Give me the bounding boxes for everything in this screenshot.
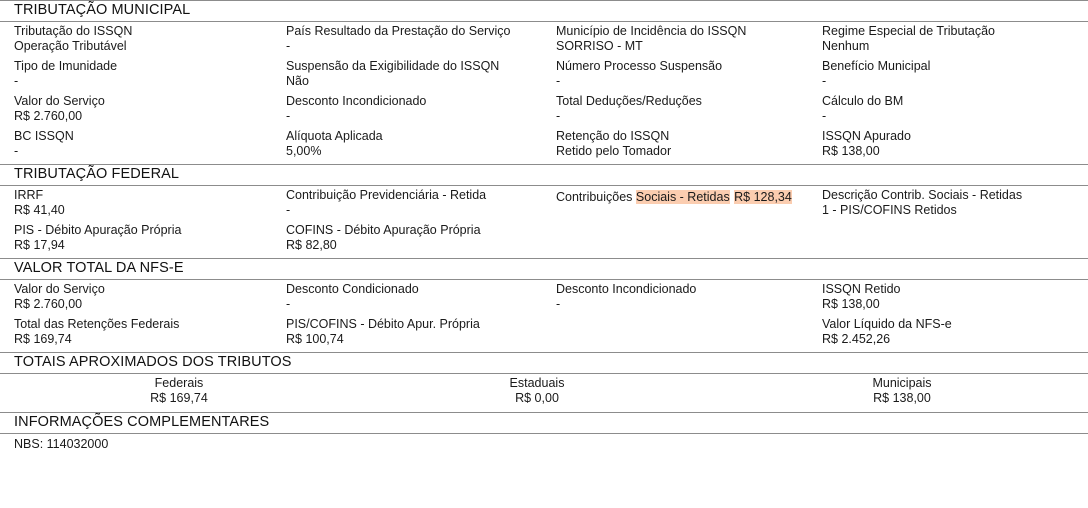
- field-contribuicao-previdenciaria: [286, 186, 556, 221]
- field-value: -: [14, 74, 19, 88]
- field-value: R$ 2.452,26: [822, 332, 891, 346]
- field-pais-resultado: [286, 22, 556, 57]
- field-valor-servico-total: [14, 280, 286, 315]
- field-value: -: [822, 109, 827, 123]
- field-total-deducoes: [556, 92, 822, 127]
- total-label: Estaduais: [509, 376, 565, 390]
- field-label: Descrição Contrib. Sociais - Retidas: [822, 188, 1023, 202]
- field-value: R$ 138,00: [822, 297, 880, 311]
- field-label: PIS - Débito Apuração Própria: [14, 223, 182, 237]
- field-label: ISSQN Apurado: [822, 129, 911, 143]
- field-value: -: [14, 144, 19, 158]
- field-issqn-retido: [822, 280, 1088, 315]
- field-value: 5,00%: [286, 144, 322, 158]
- field-label-highlight: Sociais - Retidas: [635, 190, 730, 204]
- field-value: 1 - PIS/COFINS Retidos: [822, 203, 957, 217]
- field-pis-debito-apuracao: [14, 221, 286, 256]
- total-value: R$ 169,74: [150, 391, 208, 405]
- field-label: Tipo de Imunidade: [14, 59, 118, 73]
- field-value: Operação Tributável: [14, 39, 127, 53]
- field-empty: [556, 221, 822, 256]
- field-value: -: [556, 297, 561, 311]
- field-label: Alíquota Aplicada: [286, 129, 383, 143]
- field-value: SORRISO - MT: [556, 39, 643, 53]
- field-beneficio-municipal: [822, 57, 1088, 92]
- field-value: R$ 128,34: [734, 190, 792, 204]
- field-empty: [822, 221, 1088, 256]
- field-value: R$ 138,00: [822, 144, 880, 158]
- field-value: -: [286, 109, 291, 123]
- field-row: [0, 186, 1088, 221]
- field-value: -: [556, 109, 561, 123]
- total-value: R$ 138,00: [873, 391, 931, 405]
- field-label: Total Deduções/Reduções: [556, 94, 702, 108]
- field-value: R$ 169,74: [14, 332, 72, 346]
- field-value: -: [286, 203, 291, 217]
- field-label: Valor Líquido da NFS-e: [822, 317, 952, 331]
- total-label: Federais: [154, 376, 204, 390]
- field-value: R$ 2.760,00: [14, 109, 83, 123]
- field-value: R$ 100,74: [286, 332, 344, 346]
- field-label: Cálculo do BM: [822, 94, 904, 108]
- field-row: [0, 280, 1088, 315]
- section-title: TRIBUTAÇÃO MUNICIPAL: [14, 2, 191, 18]
- field-row: [0, 221, 1088, 256]
- field-label: Regime Especial de Tributação: [822, 24, 996, 38]
- section-title: TRIBUTAÇÃO FEDERAL: [14, 166, 180, 182]
- field-cofins-debito-apuracao: [286, 221, 556, 256]
- field-label: Retenção do ISSQN: [556, 129, 670, 143]
- field-value: -: [556, 74, 561, 88]
- field-pis-cofins-debito-apur: [286, 315, 556, 350]
- field-row: [0, 315, 1088, 350]
- field-label: Município de Incidência do ISSQN: [556, 24, 747, 38]
- field-label: Contribuição Previdenciária - Retida: [286, 188, 487, 202]
- field-contribuicoes-sociais-retidas: [556, 186, 822, 221]
- field-aliquota-aplicada: [286, 127, 556, 162]
- field-value: R$ 41,40: [14, 203, 65, 217]
- field-value: Retido pelo Tomador: [556, 144, 672, 158]
- field-row: [0, 127, 1088, 162]
- field-label: País Resultado da Prestação do Serviço: [286, 24, 511, 38]
- field-label: Desconto Condicionado: [286, 282, 419, 296]
- field-label: [556, 190, 730, 205]
- field-label: Total das Retenções Federais: [14, 317, 180, 331]
- section-title: TOTAIS APROXIMADOS DOS TRIBUTOS: [14, 354, 292, 370]
- section-tributacao-federal: [0, 165, 1088, 258]
- field-valor-liquido-nfse: [822, 315, 1088, 350]
- field-municipio-incidencia: [556, 22, 822, 57]
- section-title: VALOR TOTAL DA NFS-E: [14, 260, 184, 276]
- field-calculo-bm: [822, 92, 1088, 127]
- field-value: Nenhum: [822, 39, 870, 53]
- field-total-retencoes-federais: [14, 315, 286, 350]
- field-empty: [556, 315, 822, 350]
- section-title: INFORMAÇÕES COMPLEMENTARES: [14, 414, 270, 430]
- field-value: R$ 82,80: [286, 238, 337, 252]
- field-label: ISSQN Retido: [822, 282, 901, 296]
- field-desconto-condicionado: [286, 280, 556, 315]
- section-informacoes-complementares: [0, 413, 1088, 454]
- field-label: Tributação do ISSQN: [14, 24, 133, 38]
- section-tributacao-municipal: [0, 1, 1088, 164]
- field-issqn-apurado: [822, 127, 1088, 162]
- total-municipais: [716, 376, 1088, 406]
- field-label: Desconto Incondicionado: [556, 282, 697, 296]
- field-value: -: [822, 74, 827, 88]
- field-label: Suspensão da Exigibilidade do ISSQN: [286, 59, 500, 73]
- field-value: -: [286, 39, 291, 53]
- field-retencao-issqn: [556, 127, 822, 162]
- field-descricao-contrib-sociais: [822, 186, 1088, 221]
- field-label: Valor do Serviço: [14, 94, 105, 108]
- info-line-nbs: NBS: 114032000: [14, 437, 109, 451]
- total-value: R$ 0,00: [515, 391, 559, 405]
- field-label: Valor do Serviço: [14, 282, 105, 296]
- field-label: PIS/COFINS - Débito Apur. Própria: [286, 317, 480, 331]
- field-value: R$ 2.760,00: [14, 297, 83, 311]
- section-totais-aproximados: [0, 353, 1088, 412]
- total-estaduais: [358, 376, 716, 406]
- field-label-plain: Contribuições: [556, 190, 636, 204]
- field-label: Número Processo Suspensão: [556, 59, 723, 73]
- field-suspensao-exigibilidade: [286, 57, 556, 92]
- field-row: [0, 22, 1088, 57]
- field-regime-especial: [822, 22, 1088, 57]
- total-federais: [0, 376, 358, 406]
- total-label: Municipais: [872, 376, 932, 390]
- field-desconto-incondicionado-total: [556, 280, 822, 315]
- field-irrf: [14, 186, 286, 221]
- field-value: -: [286, 297, 291, 311]
- field-label: Benefício Municipal: [822, 59, 931, 73]
- field-bc-issqn: [14, 127, 286, 162]
- field-label: Desconto Incondicionado: [286, 94, 427, 108]
- section-valor-total-nfse: [0, 259, 1088, 352]
- field-label: BC ISSQN: [14, 129, 74, 143]
- field-row: [0, 57, 1088, 92]
- field-label: COFINS - Débito Apuração Própria: [286, 223, 481, 237]
- field-desconto-incondicionado: [286, 92, 556, 127]
- field-valor-servico: [14, 92, 286, 127]
- field-label: IRRF: [14, 188, 44, 202]
- totais-row: [0, 374, 1088, 410]
- field-value: R$ 17,94: [14, 238, 65, 252]
- field-value-wrap: [734, 190, 792, 205]
- field-numero-processo-suspensao: [556, 57, 822, 92]
- field-tributacao-issqn: [14, 22, 286, 57]
- field-value: Não: [286, 74, 309, 88]
- field-tipo-imunidade: [14, 57, 286, 92]
- field-row: [0, 92, 1088, 127]
